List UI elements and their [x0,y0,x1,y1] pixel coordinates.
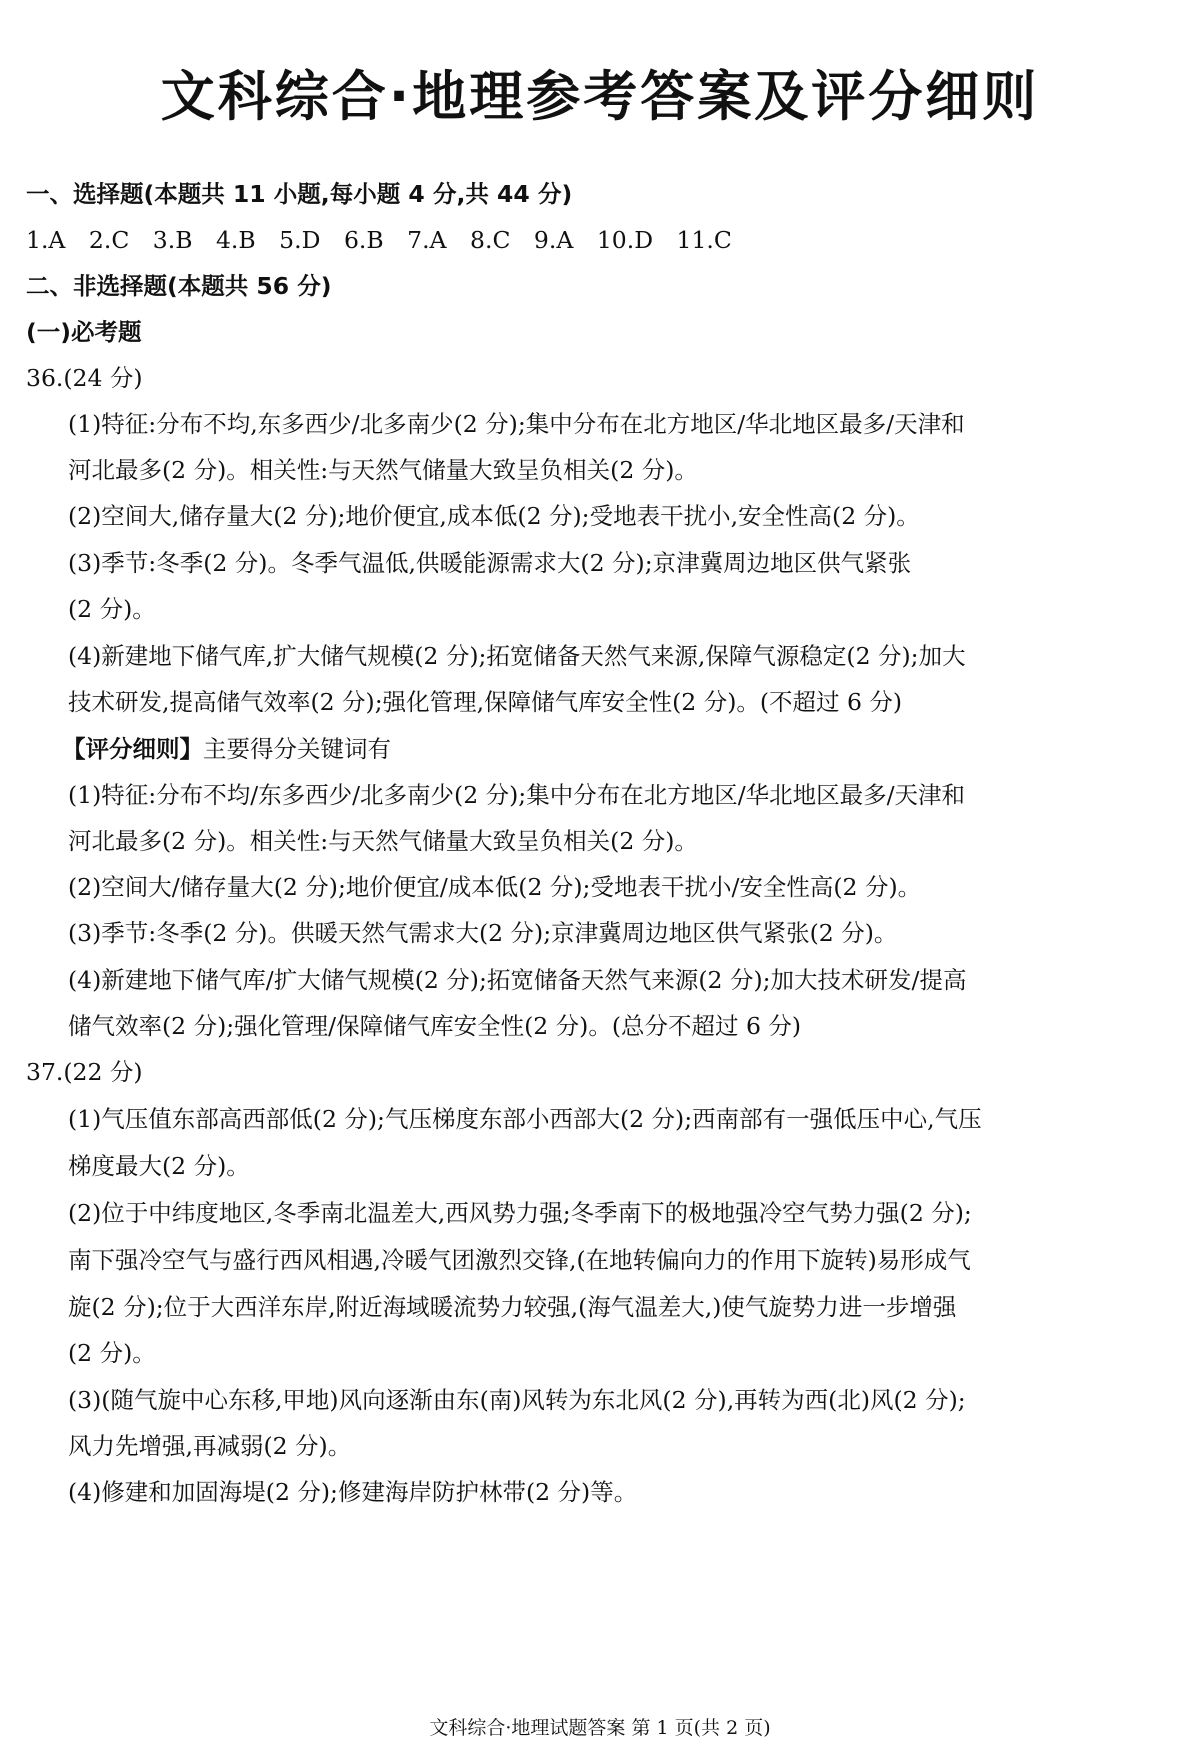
q36-header: 36.(24 分) [26,364,143,392]
required-subheading: (一)必考题 [26,318,142,346]
q36-rubric-line: 储气效率(2 分);强化管理/保障储气库安全性(2 分)。(总分不超过 6 分) [68,1012,802,1040]
q36-answer-line: (2 分)。 [68,595,156,623]
rubric-intro: 主要得分关键词有 [203,735,391,763]
page-footer: 文科综合·地理试题答案 第 1 页(共 2 页) [429,1717,771,1739]
rubric-title: 【评分细则】 [62,735,203,763]
q36-rubric-line: 河北最多(2 分)。相关性:与天然气储量大致呈负相关(2 分)。 [68,827,698,855]
q37-answer-line: 旋(2 分);位于大西洋东岸,附近海域暖流势力较强,(海气温差大,)使气旋势力进一步增强 [68,1293,957,1321]
q36-answer-line: (2)空间大,储存量大(2 分);地价便宜,成本低(2 分);受地表干扰小,安全性高(2 分)。 [68,502,920,530]
q36-answer-line: (4)新建地下储气库,扩大储气规模(2 分);拓宽储备天然气来源,保障气源稳定(2 分);加大 [68,642,966,670]
choice-answers: 1.A 2.C 3.B 4.B 5.D 6.B 7.A 8.C 9.A 10.D 11.C [26,226,732,254]
q37-answer-line: (2 分)。 [68,1339,156,1367]
q36-rubric-line: (3)季节:冬季(2 分)。供暖天然气需求大(2 分);京津冀周边地区供气紧张(2 分)。 [68,919,898,947]
page-title: 文科综合·地理参考答案及评分细则 [160,65,1040,128]
q37-answer-line: 南下强冷空气与盛行西风相遇,冷暖气团激烈交锋,(在地转偏向力的作用下旋转)易形成气 [68,1246,971,1274]
q37-answer-line: (2)位于中纬度地区,冬季南北温差大,西风势力强;冬季南下的极地强冷空气势力强(2 分); [68,1199,972,1227]
q36-rubric-line: (4)新建地下储气库/扩大储气规模(2 分);拓宽储备天然气来源(2 分);加大技术研发/提高 [68,966,967,994]
q36-rubric-line: (2)空间大/储存量大(2 分);地价便宜/成本低(2 分);受地表干扰小/安全性高(2 分)。 [68,873,922,901]
q37-answer-line: (1)气压值东部高西部低(2 分);气压梯度东部小西部大(2 分);西南部有一强低压中心,气压 [68,1105,982,1133]
q36-answer-line: (1)特征:分布不均,东多西少/北多南少(2 分);集中分布在北方地区/华北地区最多/天津和 [68,410,965,438]
q36-answer-line: 河北最多(2 分)。相关性:与天然气储量大致呈负相关(2 分)。 [68,456,698,484]
q36-rubric-heading [62,731,391,767]
q37-answer-line: (3)(随气旋中心东移,甲地)风向逐渐由东(南)风转为东北风(2 分),再转为西(北)风(2 分); [68,1386,966,1414]
q36-answer-line: (3)季节:冬季(2 分)。冬季气温低,供暖能源需求大(2 分);京津冀周边地区供气紧张 [68,549,912,577]
q37-header: 37.(22 分) [26,1058,143,1086]
q37-answer-line: 梯度最大(2 分)。 [68,1152,250,1180]
choice-section-heading: 一、选择题(本题共 11 小题,每小题 4 分,共 44 分) [26,180,573,208]
q37-answer-line: (4)修建和加固海堤(2 分);修建海岸防护林带(2 分)等。 [68,1478,638,1506]
q36-answer-line: 技术研发,提高储气效率(2 分);强化管理,保障储气库安全性(2 分)。(不超过 6 分) [68,688,903,716]
q36-rubric-line: (1)特征:分布不均/东多西少/北多南少(2 分);集中分布在北方地区/华北地区最多/天津和 [68,781,966,809]
q37-answer-line: 风力先增强,再减弱(2 分)。 [68,1432,352,1460]
nonchoice-section-heading: 二、非选择题(本题共 56 分) [26,272,332,300]
